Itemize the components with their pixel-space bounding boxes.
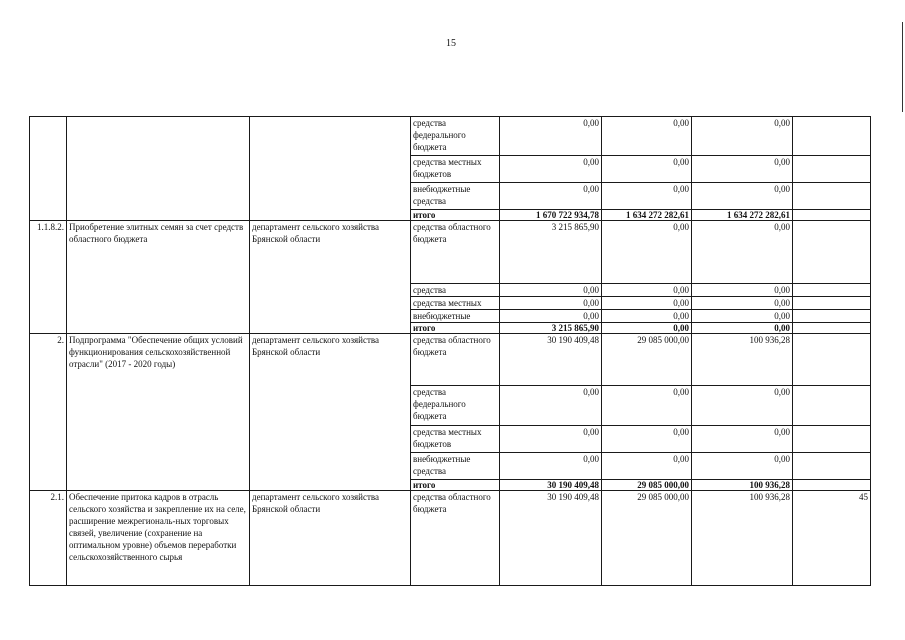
value-cell: 0,00 <box>500 117 602 156</box>
value-cell: 0,00 <box>500 310 602 323</box>
value-cell <box>793 334 871 386</box>
source-cell: внебюджетные <box>411 310 500 323</box>
value-cell: 0,00 <box>500 297 602 310</box>
value-cell <box>793 210 871 221</box>
value-cell: 100 936,28 <box>692 491 793 586</box>
margin-rule <box>902 22 903 112</box>
source-cell: средства областного бюджета <box>411 221 500 284</box>
source-cell: средства областного бюджета <box>411 491 500 586</box>
value-cell: 1 670 722 934,78 <box>500 210 602 221</box>
source-cell: средства федерального бюджета <box>411 386 500 426</box>
value-cell <box>793 323 871 334</box>
value-cell: 30 190 409,48 <box>500 491 602 586</box>
value-cell: 0,00 <box>692 297 793 310</box>
source-cell: средства областного бюджета <box>411 334 500 386</box>
value-cell: 0,00 <box>602 310 692 323</box>
value-cell: 0,00 <box>500 386 602 426</box>
table-row <box>30 334 871 386</box>
executor-cell: департамент сельского хозяйства Брянской области <box>250 491 411 586</box>
value-cell: 0,00 <box>500 453 602 480</box>
value-cell: 0,00 <box>692 323 793 334</box>
source-cell: итого <box>411 323 500 334</box>
value-cell: 0,00 <box>602 183 692 210</box>
source-cell: итого <box>411 210 500 221</box>
source-cell: итого <box>411 480 500 491</box>
value-cell: 0,00 <box>602 156 692 183</box>
budget-table <box>29 116 871 586</box>
value-cell <box>793 183 871 210</box>
value-cell: 0,00 <box>602 426 692 453</box>
value-cell: 0,00 <box>602 386 692 426</box>
value-cell: 0,00 <box>602 117 692 156</box>
source-cell: средства местных бюджетов <box>411 156 500 183</box>
value-cell: 0,00 <box>692 156 793 183</box>
value-cell: 100 936,28 <box>692 480 793 491</box>
name-cell <box>67 117 250 221</box>
value-cell: 3 215 865,90 <box>500 323 602 334</box>
value-cell: 30 190 409,48 <box>500 480 602 491</box>
value-cell: 0,00 <box>692 453 793 480</box>
source-cell: внебюджетные средства <box>411 453 500 480</box>
value-cell <box>793 480 871 491</box>
value-cell: 45 <box>793 491 871 586</box>
value-cell: 0,00 <box>602 323 692 334</box>
name-cell: Обеспечение притока кадров в отрасль сельского хозяйства и закрепление их на селе, расширение межрегиональ-ных торговых связей, увеличение (сохранение на оптимальном уровне) объемов переработки сельскохозяйственного сырья <box>67 491 250 586</box>
table-row <box>30 117 871 156</box>
value-cell: 0,00 <box>692 183 793 210</box>
value-cell: 0,00 <box>602 453 692 480</box>
table-row <box>30 221 871 284</box>
value-cell: 0,00 <box>692 221 793 284</box>
value-cell: 0,00 <box>500 183 602 210</box>
value-cell: 29 085 000,00 <box>602 491 692 586</box>
value-cell <box>793 117 871 156</box>
value-cell <box>793 297 871 310</box>
value-cell: 0,00 <box>692 386 793 426</box>
value-cell: 0,00 <box>500 156 602 183</box>
page-number: 15 <box>446 38 456 49</box>
value-cell: 0,00 <box>500 426 602 453</box>
value-cell <box>793 284 871 297</box>
value-cell <box>793 221 871 284</box>
code-cell: 1.1.8.2. <box>30 221 67 334</box>
code-cell <box>30 117 67 221</box>
value-cell: 0,00 <box>692 284 793 297</box>
code-cell: 2.1. <box>30 491 67 586</box>
value-cell: 30 190 409,48 <box>500 334 602 386</box>
source-cell: средства <box>411 284 500 297</box>
value-cell: 100 936,28 <box>692 334 793 386</box>
value-cell <box>793 310 871 323</box>
value-cell: 0,00 <box>500 284 602 297</box>
executor-cell <box>250 117 411 221</box>
source-cell: средства местных <box>411 297 500 310</box>
source-cell: средства федерального бюджета <box>411 117 500 156</box>
table-row <box>30 491 871 586</box>
value-cell <box>793 386 871 426</box>
value-cell: 0,00 <box>602 284 692 297</box>
value-cell: 1 634 272 282,61 <box>692 210 793 221</box>
value-cell: 0,00 <box>692 310 793 323</box>
value-cell: 0,00 <box>692 426 793 453</box>
value-cell <box>793 426 871 453</box>
value-cell: 29 085 000,00 <box>602 334 692 386</box>
source-cell: внебюджетные средства <box>411 183 500 210</box>
value-cell: 1 634 272 282,61 <box>602 210 692 221</box>
executor-cell: департамент сельского хозяйства Брянской области <box>250 221 411 334</box>
value-cell: 0,00 <box>692 117 793 156</box>
source-cell: средства местных бюджетов <box>411 426 500 453</box>
value-cell: 0,00 <box>602 297 692 310</box>
value-cell <box>793 156 871 183</box>
value-cell <box>793 453 871 480</box>
value-cell: 29 085 000,00 <box>602 480 692 491</box>
executor-cell: департамент сельского хозяйства Брянской области <box>250 334 411 491</box>
name-cell: Подпрограмма "Обеспечение общих условий функционирования сельскохозяйственной отрасли" (2017 - 2020 годы) <box>67 334 250 491</box>
value-cell: 3 215 865,90 <box>500 221 602 284</box>
value-cell: 0,00 <box>602 221 692 284</box>
name-cell: Приобретение элитных семян за счет средств областного бюджета <box>67 221 250 334</box>
code-cell: 2. <box>30 334 67 491</box>
